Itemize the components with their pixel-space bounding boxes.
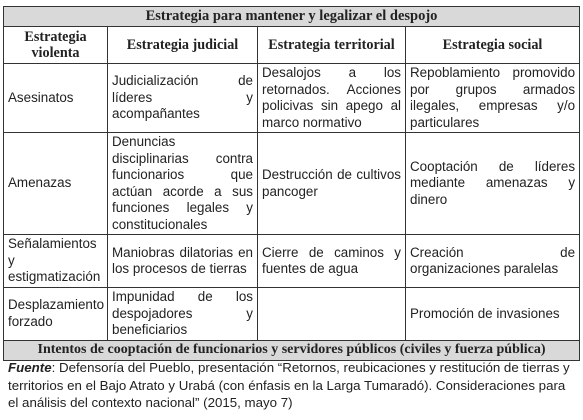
cell-violent: Amenazas <box>4 133 108 235</box>
table-row <box>4 133 580 235</box>
header-violent: Estrategia violenta <box>4 27 108 64</box>
cell-violent: Asesinatos <box>4 64 108 133</box>
cell-territorial: Cierre de caminos y fuentes de agua <box>258 235 406 288</box>
cell-territorial: Destrucción de cultivos pancoger <box>258 133 406 235</box>
cell-social: Cooptación de líderes mediante amenazas y dinero <box>406 133 580 235</box>
table-footer: Intentos de cooptación de funcionarios y servidores públicos (civiles y fuerza pública) <box>4 340 580 360</box>
strategy-table <box>3 6 580 361</box>
cell-territorial: Desalojos a los retornados. Acciones policivas sin apego al marco normativo <box>258 64 406 133</box>
cell-violent: Desplazamiento forzado <box>4 288 108 341</box>
source-note <box>8 359 576 412</box>
source-text: : Defensoría del Pueblo, presentación “Retornos, reubicaciones y restitución de tierras y territorios en el Bajo Atrato y Urabá (con énfasis en la Larga Tumaradó). Consideraciones para el análisis del contexto nacional” (2015, mayo 7) <box>8 360 570 410</box>
cell-social: Repoblamiento promovido por grupos armados ilegales, empresas y/o particulares <box>406 64 580 133</box>
cell-judicial: Judicialización de líderes y acompañantes <box>108 64 258 133</box>
header-social: Estrategia social <box>406 27 580 64</box>
strategy-table-container <box>3 6 579 361</box>
source-label: Fuente <box>8 360 52 375</box>
cell-social: Promoción de invasiones <box>406 288 580 341</box>
header-judicial: Estrategia judicial <box>108 27 258 64</box>
cell-judicial: Denuncias disciplinarias contra funcionarios que actúan acorde a sus funciones legales y constitucionales <box>108 133 258 235</box>
table-row <box>4 288 580 341</box>
cell-judicial: Maniobras dilatorias en los procesos de tierras <box>108 235 258 288</box>
cell-violent: Señalamientos y estigmatización <box>4 235 108 288</box>
cell-territorial <box>258 288 406 341</box>
header-territorial: Estrategia territorial <box>258 27 406 64</box>
cell-social: Creación de organizaciones paralelas <box>406 235 580 288</box>
table-row <box>4 235 580 288</box>
table-row <box>4 64 580 133</box>
cell-judicial: Impunidad de los despojadores y beneficiarios <box>108 288 258 341</box>
table-title: Estrategia para mantener y legalizar el despojo <box>4 7 580 27</box>
